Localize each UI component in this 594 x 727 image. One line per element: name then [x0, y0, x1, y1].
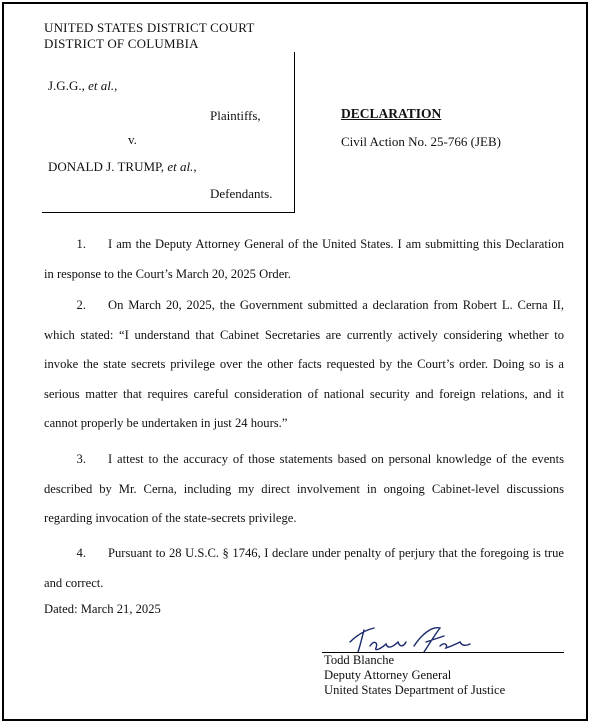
versus: v. — [128, 132, 137, 147]
paragraph-text: I am the Deputy Attorney General of the United States. I am submitting this Declaration in response to the Court’s March 20, 2025 Order. — [44, 237, 564, 281]
paragraph-4 — [44, 539, 564, 598]
plaintiffs-label: Plaintiffs, — [210, 108, 261, 123]
court-name: UNITED STATES DISTRICT COURT — [44, 20, 255, 35]
defendants-name: DONALD J. TRUMP, et al., — [48, 159, 197, 174]
signer-department: United States Department of Justice — [324, 683, 506, 697]
paragraph-number: 2. — [76, 298, 86, 312]
paragraph-number: 3. — [76, 452, 86, 466]
paragraph-3 — [44, 445, 564, 534]
paragraph-2 — [44, 291, 564, 439]
paragraph-number: 1. — [76, 237, 86, 251]
date-line: Dated: March 21, 2025 — [44, 602, 161, 616]
paragraph-1 — [44, 230, 564, 289]
paragraph-text: Pursuant to 28 U.S.C. § 1746, I declare under penalty of perjury that the foregoing is true and correct. — [44, 546, 564, 590]
signer-name: Todd Blanche — [324, 653, 395, 667]
plaintiffs-name: J.G.G., et al., — [48, 78, 118, 93]
signer-title: Deputy Attorney General — [324, 668, 452, 682]
paragraph-text: I attest to the accuracy of those statements based on personal knowledge of the events described by Mr. Cerna, including my direct involvement in ongoing Cabinet-level discussions regarding invocation of the state-secrets privilege. — [44, 452, 564, 525]
defendants-label: Defendants. — [210, 186, 273, 201]
civil-action-number: Civil Action No. 25-766 (JEB) — [341, 134, 501, 149]
paragraph-text: On March 20, 2025, the Government submitted a declaration from Robert L. Cerna II, which stated: “I understand that Cabinet Secretaries are currently actively considering whether to invoke the state secrets privilege over the other facts requested by the Court’s order. Doing so is a serious matter that requires careful consideration of national security and foreign relations, and it cannot properly be undertaken in just 24 hours.” — [44, 298, 564, 430]
paragraph-number: 4. — [76, 546, 86, 560]
case-caption — [42, 52, 295, 213]
document-page — [2, 2, 588, 721]
declaration-title: DECLARATION — [341, 106, 442, 121]
signature-block — [324, 653, 505, 698]
court-district: DISTRICT OF COLUMBIA — [44, 36, 199, 51]
court-header — [44, 20, 254, 52]
